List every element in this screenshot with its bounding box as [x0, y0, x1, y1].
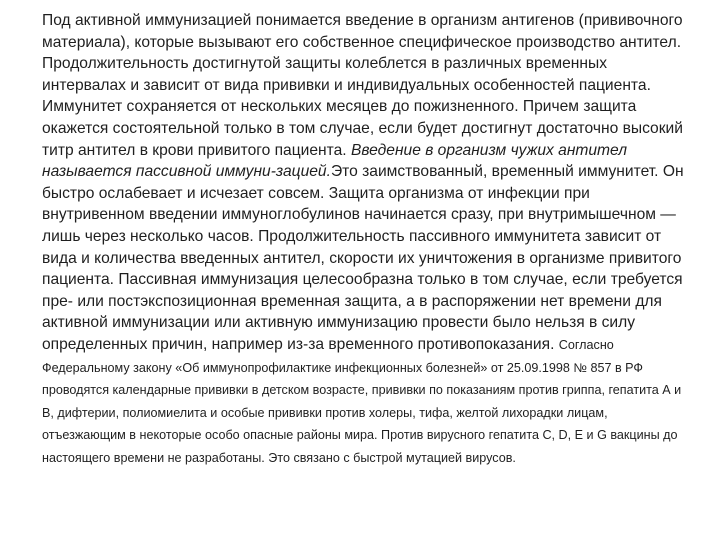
- federal-law-note: Согласно Федеральному закону «Об иммунопрофилактике инфекционных болезней» от 25.09.1998 № 857 в РФ проводятся календарные прививки в детском возрасте, прививки по показаниям против гриппа, гепатита А и В, дифтерии, полиомиелита и особые прививки против холеры, тифа, желтой лихорадки лицам, отъезжающим в некоторые особо опасные районы мира. Против вирусного гепатита С, D, E и G вакцины до настоящего времени не разработаны. Это связано с быстрой мутацией вирусов.: [42, 337, 682, 465]
- active-immunization-text: Под активной иммунизацией понимается введение в организм антигенов (прививочного материала), которые вызывают его собственное специфическое производство антител. Продолжительность достигнутой защиты колеблется в различных временных интервалах и зависит от вида прививки и индивидуальных особенностей пациента. Иммунитет сохраняется от нескольких месяцев до пожизненного. Причем защита окажется состоятельной только в том случае, если будет достигнут достаточно высокий титр антител в крови привитого пациента.: [42, 12, 683, 159]
- passive-immunization-text: Это заимствованный, временный иммунитет. Он быстро ослабевает и исчезает совсем. Защита организма от инфекции при внутривенном введении иммуноглобулинов начинается сразу, при внутримышечном — лишь через несколько часов. Продолжительность пассивного иммунитета зависит от вида и количества введенных антител, скорости их уничтожения в организме привитого пациента. Пассивная иммунизация целесообразна только в том случае, если требуется пре- или постэкспозиционная временная защита, а в распоряжении нет времени для активной иммунизации или активную иммунизацию провести было нельзя в силу определенных причин, например из-за временного противопоказания.: [42, 163, 684, 353]
- passive-immunization-definition: Введение в организм чужих антител называется пассивной иммуни-зацией.: [42, 141, 627, 181]
- body-text-block: [42, 10, 690, 469]
